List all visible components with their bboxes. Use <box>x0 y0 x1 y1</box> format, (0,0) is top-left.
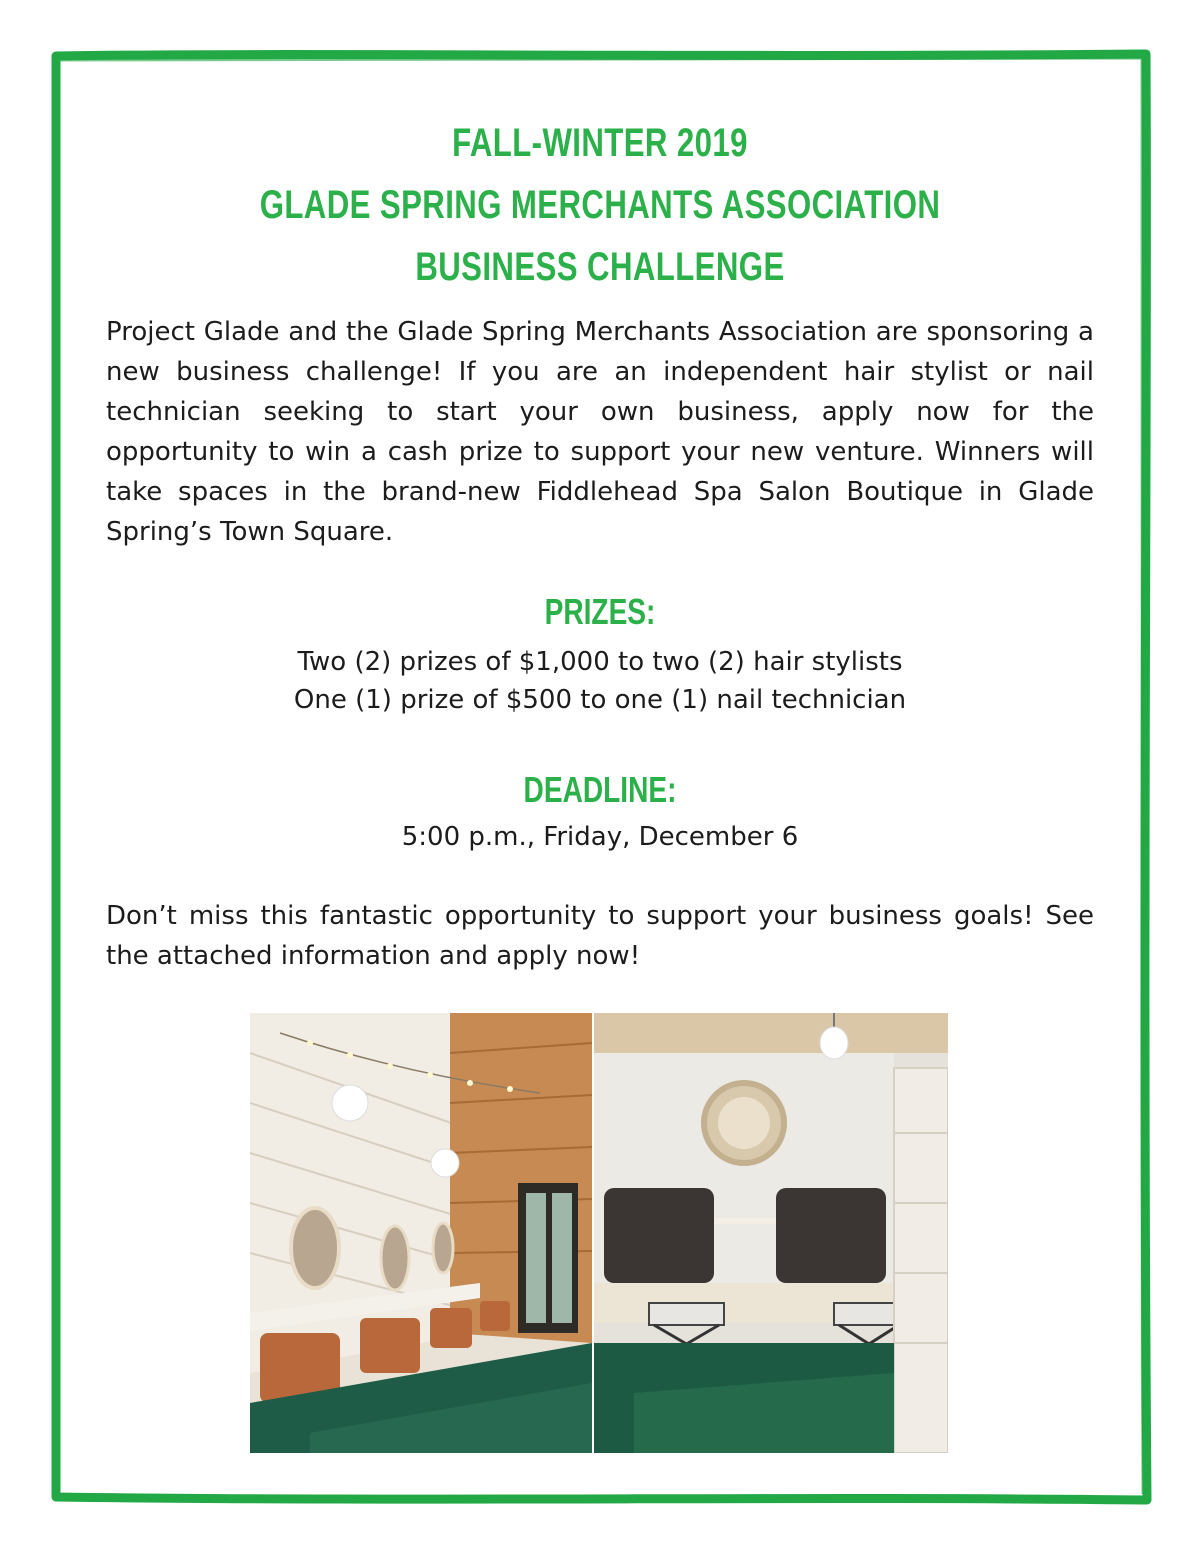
prize-item: Two (2) prizes of $1,000 to two (2) hair stylists <box>297 647 903 677</box>
intro-paragraph: Project Glade and the Glade Spring Merchants Association are sponsoring a new business challenge! If you are an independent hair stylist or nail technician seeking to start your own business, apply now for the opportunity to win a cash prize to support your new venture. Winners will take spaces in the brand-new Fiddlehead Spa Salon Boutique in Glade Spring’s Town Square. <box>106 317 1094 547</box>
prize-item: One (1) prize of $500 to one (1) nail technician <box>293 685 907 715</box>
deadline-value: 5:00 p.m., Friday, December 6 <box>401 822 799 852</box>
closing-paragraph: Don’t miss this fantastic opportunity to support your business goals! See the attached information and apply now! <box>106 901 1094 971</box>
title-line-2: GLADE SPRING MERCHANTS ASSOCIATION <box>259 183 941 227</box>
salon-photo-left <box>250 1013 592 1453</box>
title-line-1: FALL-WINTER 2019 <box>452 121 748 165</box>
prizes-heading: PRIZES: <box>544 591 656 632</box>
deadline-heading: DEADLINE: <box>523 769 677 810</box>
title-line-3: BUSINESS CHALLENGE <box>415 245 785 289</box>
salon-photo-right <box>594 1013 948 1453</box>
page-title <box>249 112 951 298</box>
